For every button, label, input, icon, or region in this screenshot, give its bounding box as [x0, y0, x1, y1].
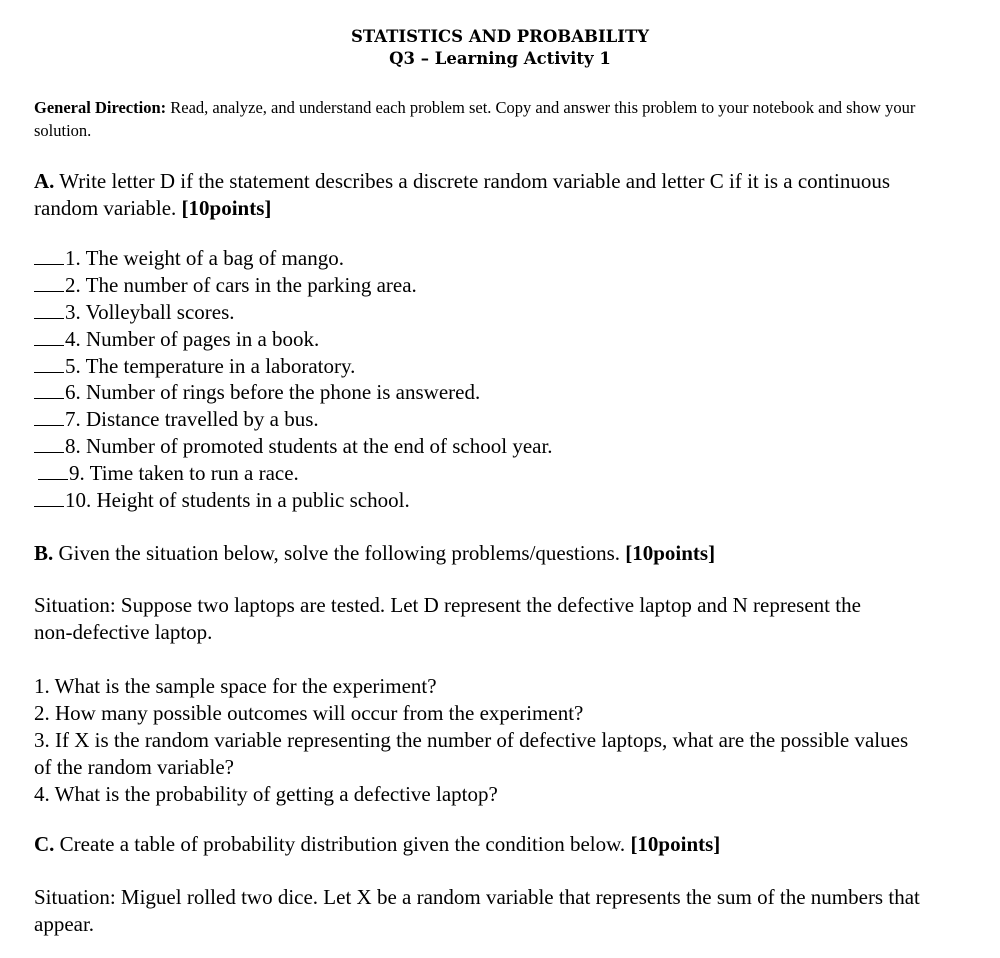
section-a-items [34, 245, 980, 514]
question: 2. How many possible outcomes will occur from the experiment? [34, 701, 584, 725]
section-b-text: Given the situation below, solve the following problems/questions. [53, 541, 626, 565]
item-text: 1. The weight of a bag of mango. [65, 246, 344, 270]
section-a-instruction [34, 168, 900, 222]
section-c-points: [10points] [630, 832, 721, 856]
answer-blank[interactable] [34, 407, 64, 426]
item-text: 5. The temperature in a laboratory. [65, 353, 356, 378]
list-item [34, 460, 980, 487]
section-c-instruction [34, 831, 980, 858]
section-b-points: [10points] [625, 541, 716, 565]
general-direction [34, 96, 940, 142]
list-item [34, 272, 980, 299]
item-text: 4. Number of pages in a book. [65, 326, 320, 351]
section-b-situation: Situation: Suppose two laptops are tested. Let D represent the defective laptop and N represent the non-defective laptop. [34, 593, 861, 644]
list-item [34, 433, 980, 460]
answer-blank[interactable] [34, 354, 64, 373]
item-text: 2. The number of cars in the parking area. [65, 272, 417, 297]
section-b-instruction [34, 540, 980, 567]
section-a-text: Write letter D if the statement describes a discrete random variable and letter C if it is a continuous random variable. [34, 169, 890, 220]
item-text: 9. Time taken to run a race. [69, 461, 299, 486]
general-direction-label: General Direction: [34, 98, 167, 117]
list-item [34, 487, 980, 514]
item-text: 3. Volleyball scores. [65, 299, 235, 324]
document-title: STATISTICS AND PROBABILITY [350, 27, 650, 46]
list-item [34, 406, 980, 433]
section-a-letter: A. [34, 169, 55, 193]
list-item [34, 326, 980, 353]
section-b-questions [34, 673, 910, 808]
question: 1. What is the sample space for the experiment? [34, 674, 437, 698]
item-text: 7. Distance travelled by a bus. [65, 407, 319, 432]
answer-blank[interactable] [34, 327, 64, 346]
answer-blank[interactable] [34, 300, 64, 319]
item-text: 6. Number of rings before the phone is answered. [65, 380, 481, 405]
section-c-situation: Situation: Miguel rolled two dice. Let X be a random variable that represents the sum of the numbers that appear. [34, 885, 920, 936]
item-text: 8. Number of promoted students at the end of school year. [65, 434, 553, 459]
section-c-text: Create a table of probability distribution given the condition below. [54, 832, 631, 856]
general-direction-text: Read, analyze, and understand each problem set. Copy and answer this problem to your notebook and show your solution. [34, 98, 916, 140]
list-item [34, 299, 980, 326]
list-item [34, 245, 980, 272]
question: 3. If X is the random variable representing the number of defective laptops, what are the possible values of the random variable? [34, 728, 909, 779]
section-c-letter: C. [34, 832, 55, 856]
item-text: 10. Height of students in a public school. [65, 488, 410, 513]
answer-blank[interactable] [34, 246, 64, 265]
answer-blank[interactable] [34, 488, 64, 507]
section-a-points: [10points] [181, 196, 272, 220]
answer-blank[interactable] [34, 434, 64, 453]
question: 4. What is the probability of getting a defective laptop? [34, 782, 498, 806]
list-item [34, 379, 980, 406]
list-item [34, 353, 980, 380]
document-subtitle: Q3 – Learning Activity 1 [389, 49, 611, 68]
section-b-letter: B. [34, 541, 54, 565]
answer-blank[interactable] [38, 461, 68, 480]
answer-blank[interactable] [34, 273, 64, 292]
answer-blank[interactable] [34, 380, 64, 399]
